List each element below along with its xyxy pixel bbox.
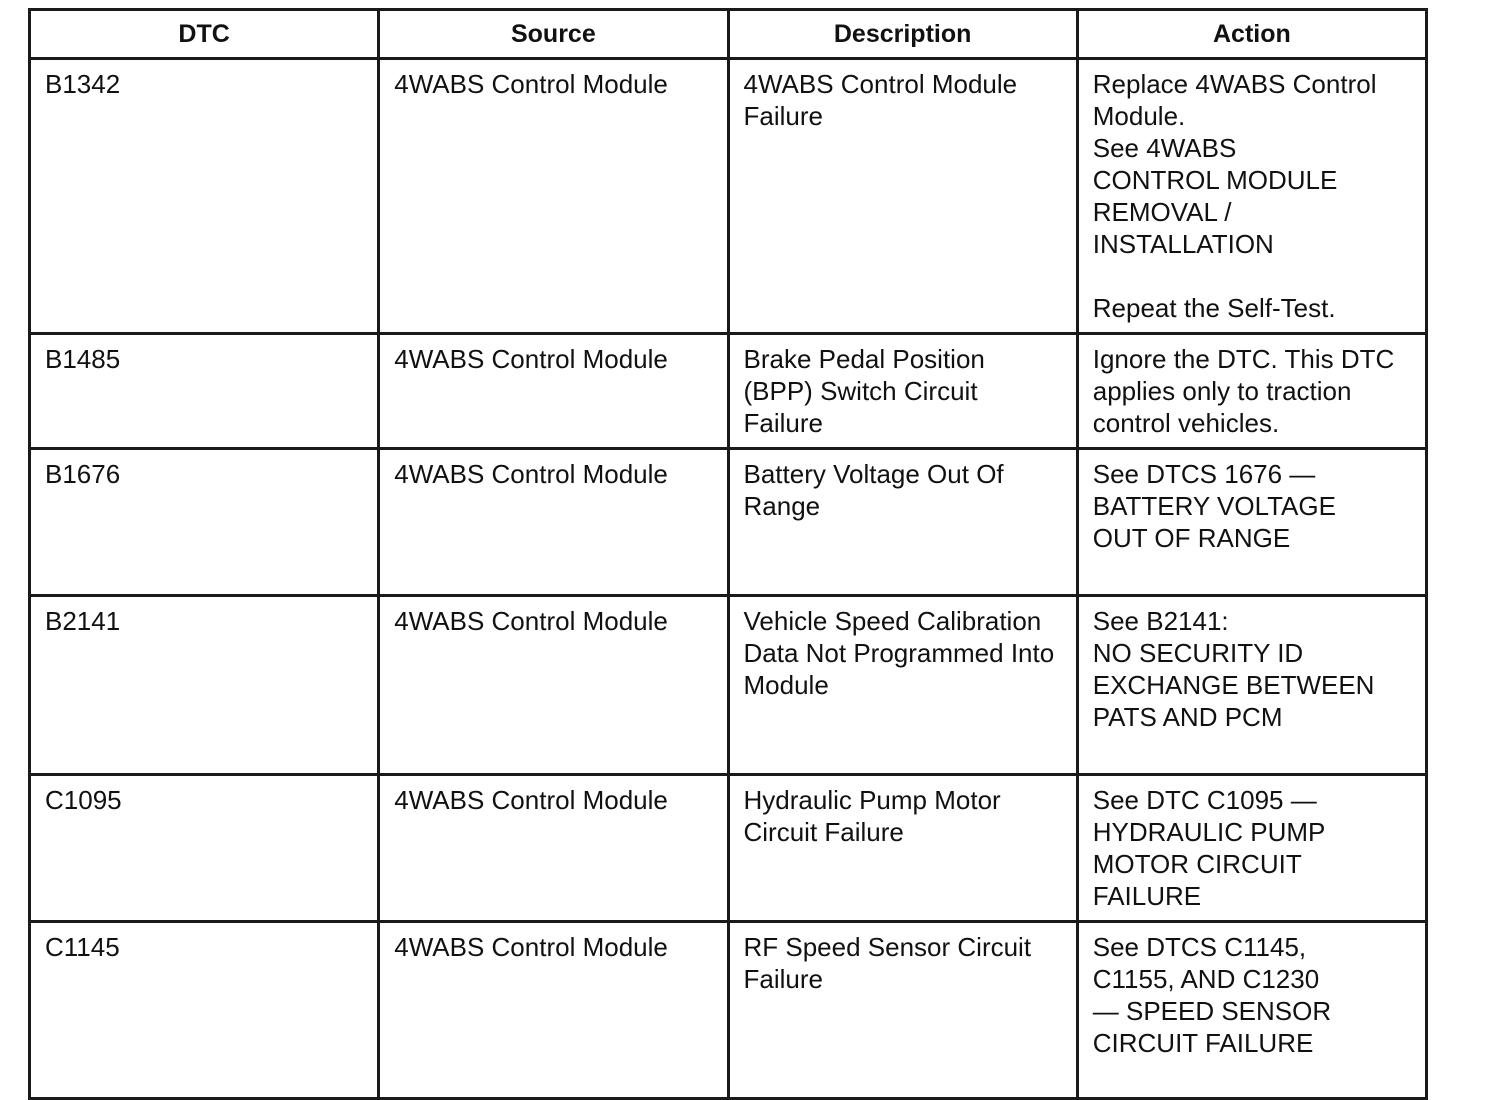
action-cell: See DTCS C1145, C1155, AND C1230 — SPEED SENSOR CIRCUIT FAILURE: [1077, 922, 1426, 1099]
source-cell: 4WABS Control Module: [379, 449, 728, 596]
table-row: [30, 775, 1427, 922]
table-row: [30, 596, 1427, 775]
description-cell: Brake Pedal Position (BPP) Switch Circuit Failure: [728, 334, 1077, 449]
source-cell: 4WABS Control Module: [379, 334, 728, 449]
header-source: Source: [379, 10, 728, 59]
dtc-code-cell: C1095: [30, 775, 379, 922]
description-cell: Battery Voltage Out Of Range: [728, 449, 1077, 596]
header-dtc: DTC: [30, 10, 379, 59]
table-body: [30, 59, 1427, 1099]
action-cell: Ignore the DTC. This DTC applies only to traction control vehicles.: [1077, 334, 1426, 449]
description-cell: Vehicle Speed Calibration Data Not Programmed Into Module: [728, 596, 1077, 775]
source-cell: 4WABS Control Module: [379, 775, 728, 922]
action-cell: Replace 4WABS Control Module. See 4WABS CONTROL MODULE REMOVAL / INSTALLATION Repeat the Self-Test.: [1077, 59, 1426, 334]
table-row: [30, 922, 1427, 1099]
table-row: [30, 334, 1427, 449]
header-row: [30, 10, 1427, 59]
dtc-code-cell: C1145: [30, 922, 379, 1099]
table-header: [30, 10, 1427, 59]
table-row: [30, 449, 1427, 596]
header-action: Action: [1077, 10, 1426, 59]
header-description: Description: [728, 10, 1077, 59]
dtc-code-cell: B1342: [30, 59, 379, 334]
description-cell: Hydraulic Pump Motor Circuit Failure: [728, 775, 1077, 922]
dtc-table: [28, 8, 1428, 1100]
dtc-code-cell: B1676: [30, 449, 379, 596]
action-cell: See DTCS 1676 — BATTERY VOLTAGE OUT OF RANGE: [1077, 449, 1426, 596]
source-cell: 4WABS Control Module: [379, 596, 728, 775]
dtc-code-cell: B1485: [30, 334, 379, 449]
action-cell: See DTC C1095 — HYDRAULIC PUMP MOTOR CIRCUIT FAILURE: [1077, 775, 1426, 922]
description-cell: RF Speed Sensor Circuit Failure: [728, 922, 1077, 1099]
dtc-code-cell: B2141: [30, 596, 379, 775]
source-cell: 4WABS Control Module: [379, 922, 728, 1099]
description-cell: 4WABS Control Module Failure: [728, 59, 1077, 334]
action-cell: See B2141: NO SECURITY ID EXCHANGE BETWEEN PATS AND PCM: [1077, 596, 1426, 775]
source-cell: 4WABS Control Module: [379, 59, 728, 334]
table-row: [30, 59, 1427, 334]
